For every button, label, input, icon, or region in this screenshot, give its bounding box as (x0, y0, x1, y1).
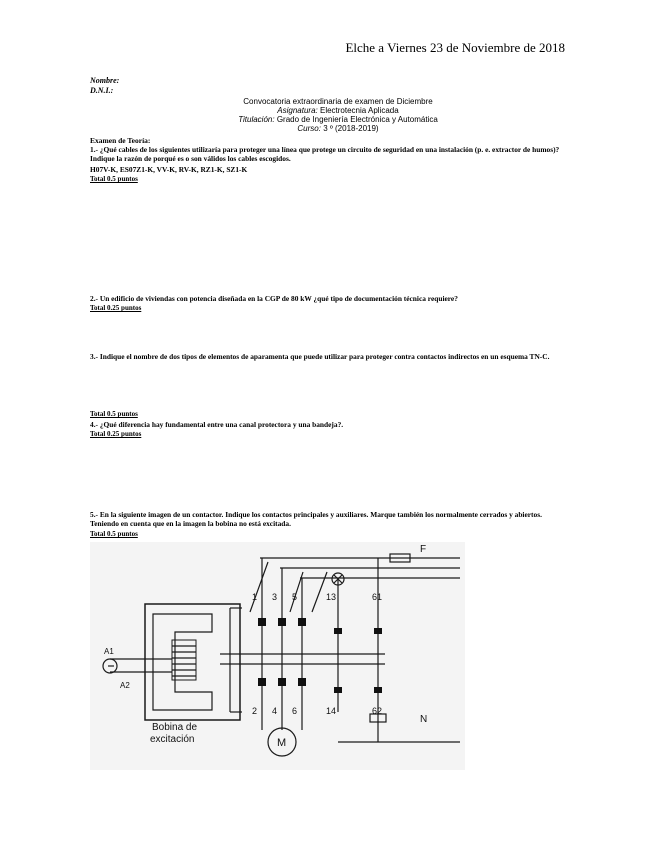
question-3: 3.- Indique el nombre de dos tipos de elementos de aparamenta que puede utilizar para proteger contra contactos indirectos en un esquema TN-C. (90, 352, 550, 361)
terminal-13: 13 (326, 592, 337, 602)
date-line: Elche a Viernes 23 de Noviembre de 2018 (345, 40, 565, 55)
question-1-points: Total 0.5 puntos (90, 175, 138, 183)
exam-title: Convocatoria extraordinaria de examen de Diciembre (243, 97, 433, 106)
fuse-label: F (420, 544, 427, 555)
course-label: Curso: (297, 124, 321, 133)
terminal-62: 62 (372, 706, 383, 716)
question-2-points: Total 0.25 puntos (90, 304, 142, 312)
degree-label: Titulación: (238, 115, 275, 124)
degree-line (90, 115, 586, 124)
section-title: Examen de Teoría: (90, 136, 151, 145)
name-label: Nombre: (90, 76, 120, 85)
contactor-diagram (90, 542, 465, 770)
course-line (90, 124, 586, 133)
question-3-points: Total 0.5 puntos (90, 410, 138, 418)
coil-terminal-a2: A2 (120, 681, 130, 690)
terminal-61: 61 (372, 592, 383, 602)
terminal-3: 3 (272, 592, 278, 602)
neutral-label: N (420, 714, 428, 725)
subject-label: Asignatura: (277, 106, 318, 115)
terminal-1: 1 (252, 592, 258, 602)
course-value: 3 º (2018-2019) (323, 124, 379, 133)
coil-terminal-a1: A1 (104, 647, 114, 656)
question-1: 1.- ¿Qué cables de los siguientes utilizaría para proteger una línea que protege un circuito de seguridad en una instalación (p. e. extractor de humos)? Indique la razón de porqué es o son válidos los cables escogidos. (90, 145, 560, 163)
question-2: 2.- Un edificio de viviendas con potencia diseñada en la CGP de 80 kW ¿qué tipo de documentación técnica requiere? (90, 294, 458, 303)
terminal-6: 6 (292, 706, 298, 716)
question-5-points: Total 0.5 puntos (90, 530, 138, 538)
terminal-14: 14 (326, 706, 337, 716)
coil-caption-line-1: Bobina de (152, 722, 198, 733)
terminal-5: 5 (292, 592, 298, 602)
dni-label: D.N.I.: (90, 86, 114, 95)
terminal-4: 4 (272, 706, 278, 716)
degree-value: Grado de Ingeniería Electrónica y Automática (276, 115, 438, 124)
question-4: 4.- ¿Qué diferencia hay fundamental entre una canal protectora y una bandeja?. (90, 420, 344, 429)
subject-value: Electrotecnia Aplicada (319, 106, 399, 115)
question-1-cables: H07V-K, ES07Z1-K, VV-K, RV-K, RZ1-K, SZ1-K (90, 165, 248, 174)
subject-line (90, 106, 586, 115)
motor-label: M (277, 737, 287, 749)
question-4-points: Total 0.25 puntos (90, 430, 142, 438)
question-5: 5.- En la siguiente imagen de un contactor. Indique los contactos principales y auxiliares. Marque también los normalmente cerrados y abiertos. Teniendo en cuenta que en la imagen la bobina no está excitada. (90, 510, 542, 528)
coil-caption-line-2: excitación (150, 734, 195, 745)
terminal-2: 2 (252, 706, 258, 716)
